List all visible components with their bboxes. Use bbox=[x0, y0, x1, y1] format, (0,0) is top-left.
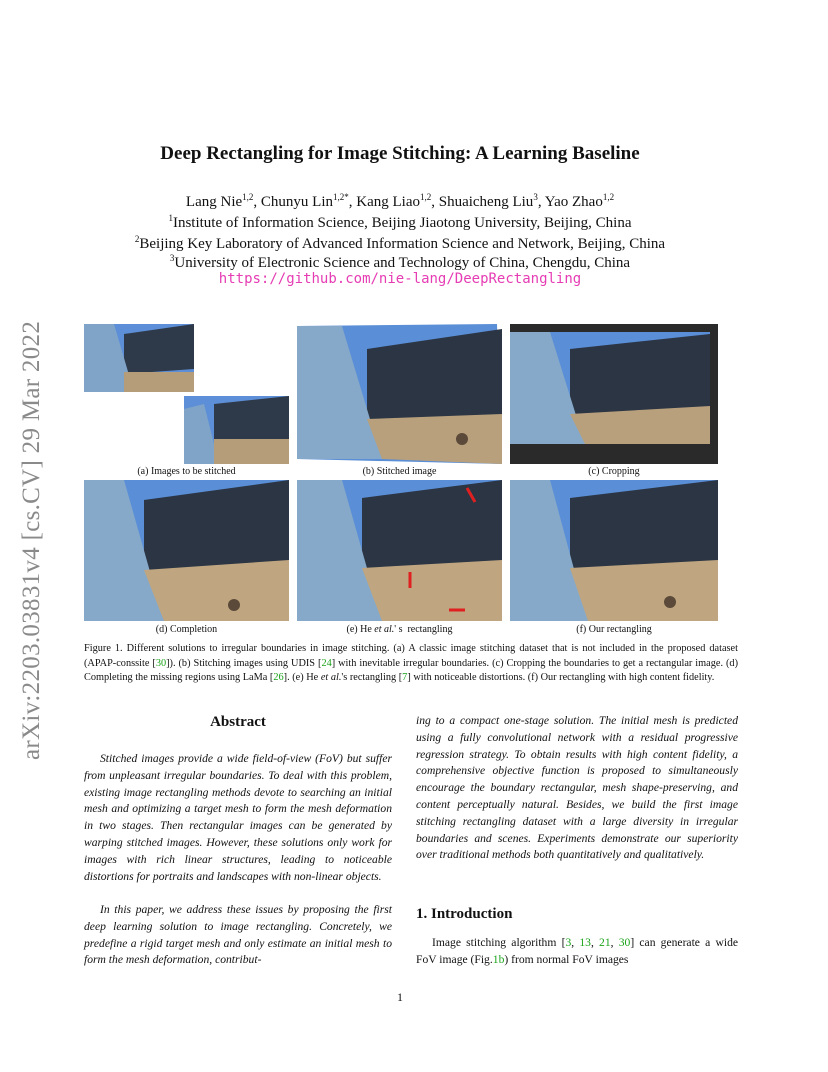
subfigure-c-image bbox=[510, 324, 718, 464]
introduction-text: Image stitching algorithm [3, 13, 21, 30] can generate a wide FoV image (Fig.1b) from normal FoV images bbox=[416, 936, 739, 966]
abstract-heading: Abstract bbox=[210, 714, 266, 730]
subfigure-d-image bbox=[84, 480, 289, 621]
author-name: Shuaicheng Liu bbox=[438, 194, 534, 210]
subfigure-b-image bbox=[297, 324, 502, 464]
paper-title: Deep Rectangling for Image Stitching: A Learning Baseline bbox=[160, 143, 640, 164]
author-list: Lang Nie$^{1,2}$, Chunyu Lin$^{1,2*}$, Kang Liao$^{1,2}$, Shuaicheng Liu$^3$, Yao Zhao$^{1,2}$ bbox=[185, 192, 615, 210]
affiliation-1: $^1$Institute of Information Science, Beijing Jiaotong University, Beijing, China bbox=[168, 213, 632, 231]
subfigure-b-label: (b) Stitched image bbox=[362, 466, 437, 477]
author-name: Yao Zhao bbox=[544, 194, 603, 210]
abstract-paragraph-2-part-1: In this paper, we address these issues by proposing the first deep learning solution to image rectangling. Concretely, we predefine a rigid target mesh and only estimate an initial mesh to form the mesh deformation, contribut- bbox=[84, 903, 392, 967]
affiliation-3: $^3$University of Electronic Science and Technology of China, Chengdu, China bbox=[169, 253, 631, 271]
author-name: Chunyu Lin bbox=[260, 194, 333, 210]
repository-link[interactable]: https://github.com/nie-lang/DeepRectangling bbox=[218, 271, 582, 287]
subfigure-e-image bbox=[297, 480, 502, 621]
subfigure-e-label: (e) He et al.' s rectangling bbox=[346, 624, 453, 635]
author-name: Kang Liao bbox=[356, 194, 420, 210]
subfigure-a-image bbox=[84, 324, 289, 464]
subfigure-f-label: (f) Our rectangling bbox=[576, 624, 652, 635]
page-number: 1 bbox=[397, 990, 403, 1004]
subfigure-a-label: (a) Images to be stitched bbox=[137, 466, 236, 477]
arxiv-stamp: arXiv:2203.03831v4 [cs.CV] 29 Mar 2022 bbox=[18, 320, 45, 760]
subfigure-f-image bbox=[510, 480, 718, 621]
subfigure-c-label: (c) Cropping bbox=[588, 466, 640, 477]
figure-caption: Figure 1. Different solutions to irregular boundaries in image stitching. (a) A classic image stitching dataset that is not included in the proposed dataset (APAP-conssite [30]). (b) Stitching images using UDIS [24] with inevitable irregular boundaries. (c) Cropping the boundaries to get a rectangular image. (d) Completing the missing regions using LaMa [26]. (e) He et al.'s rectangling [7] with noticeable distortions. (f) Our rectangling with high content fidelity. bbox=[84, 643, 738, 684]
introduction-heading: 1. Introduction bbox=[416, 906, 513, 922]
affiliation-2: $^2$Beijing Key Laboratory of Advanced Information Science and Network, Beijing, China bbox=[134, 234, 666, 252]
abstract-paragraph-2-part-2: ing to a compact one-stage solution. The initial mesh is predicted using a fully convolutional network with a residual progressive regression strategy. To obtain results with high content fidelity, a comprehensive objective function is proposed to simultaneously encourage the boundary rectangular, mesh shape-preserving, and content perceptually natural. Besides, we build the first image stitching rectangling dataset with a large diversity in irregular boundaries and scenes. Experiments demonstrate our superiority over traditional methods both quantitatively and qualitatively. bbox=[416, 714, 738, 862]
abstract-paragraph-1: Stitched images provide a wide field-of-view (FoV) but suffer from unpleasant irregular boundaries. To deal with this problem, existing image rectangling methods devote to searching an initial mesh and optimizing a target mesh to form the mesh deformation in two stages. Then rectangular images can be generated by warping stitched images. However, these solutions only work for images with rich linear structures, leading to noticeable distortions for portraits and landscapes with non-linear objects. bbox=[84, 752, 392, 883]
subfigure-d-label: (d) Completion bbox=[155, 624, 218, 635]
author-name: Lang Nie bbox=[185, 194, 243, 210]
